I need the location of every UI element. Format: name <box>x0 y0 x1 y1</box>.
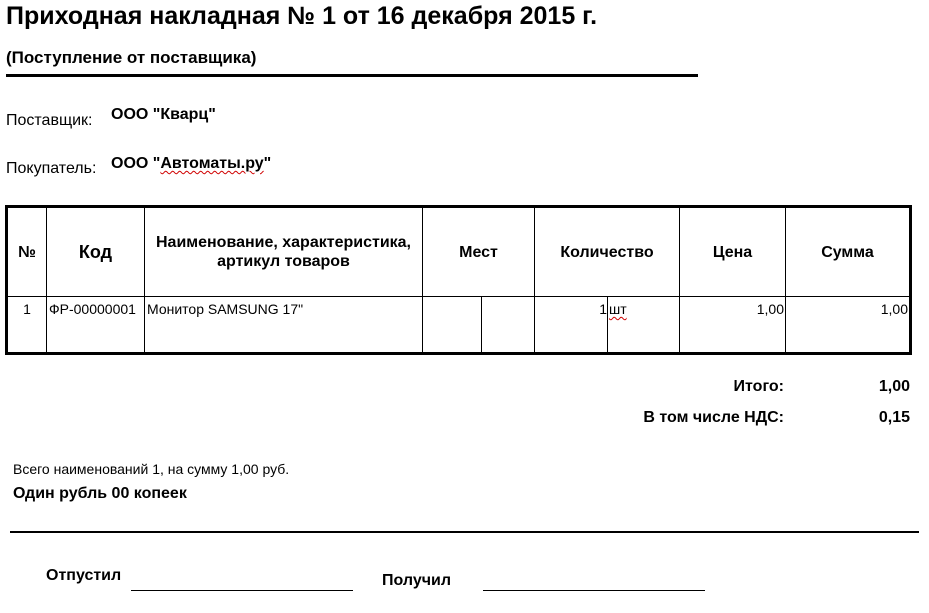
header-name: Наименование, характеристика, артикул товаров <box>145 207 423 297</box>
title-divider <box>6 74 698 77</box>
vat-label: В том числе НДС: <box>643 409 784 426</box>
row-num: 1 <box>7 297 47 354</box>
row-name: Монитор SAMSUNG 17" <box>145 297 423 354</box>
items-table <box>5 205 912 355</box>
row-unit-text: шт <box>609 301 627 317</box>
buyer-value-prefix: ООО " <box>111 155 161 172</box>
received-label: Получил <box>382 572 452 589</box>
buyer-value-name: Автоматы.ру <box>160 155 264 172</box>
row-places-extra <box>482 297 535 354</box>
row-unit <box>608 297 680 354</box>
header-sum: Сумма <box>786 207 911 297</box>
row-price: 1,00 <box>680 297 786 354</box>
vat-value: 0,15 <box>878 409 910 426</box>
buyer-label: Покупатель: <box>6 160 97 177</box>
table-header-row <box>7 207 911 297</box>
summary-line: Всего наименований 1, на сумму 1,00 руб. <box>13 461 290 477</box>
released-signature-line[interactable] <box>131 590 353 591</box>
buyer-value-suffix: " <box>263 155 272 172</box>
supplier-value: ООО "Кварц" <box>111 106 216 123</box>
table-row <box>7 297 911 354</box>
released-label: Отпустил <box>46 567 122 584</box>
document-title: Приходная накладная № 1 от 16 декабря 2015 г. <box>6 2 598 30</box>
row-qty: 1 <box>535 297 608 354</box>
row-places <box>423 297 482 354</box>
document-subtitle: (Поступление от поставщика) <box>6 48 257 67</box>
header-price: Цена <box>680 207 786 297</box>
supplier-label: Поставщик: <box>6 112 93 129</box>
header-num: № <box>7 207 47 297</box>
total-value: 1,00 <box>878 378 910 395</box>
total-label: Итого: <box>733 378 784 395</box>
amount-in-words: Один рубль 00 копеек <box>13 485 187 502</box>
header-quantity: Количество <box>535 207 680 297</box>
received-signature-line[interactable] <box>483 590 705 591</box>
row-sum: 1,00 <box>786 297 911 354</box>
header-places: Мест <box>423 207 535 297</box>
buyer-value <box>111 155 271 173</box>
row-code: ФР-00000001 <box>47 297 145 354</box>
footer-divider <box>10 531 919 533</box>
header-code: Код <box>47 207 145 297</box>
